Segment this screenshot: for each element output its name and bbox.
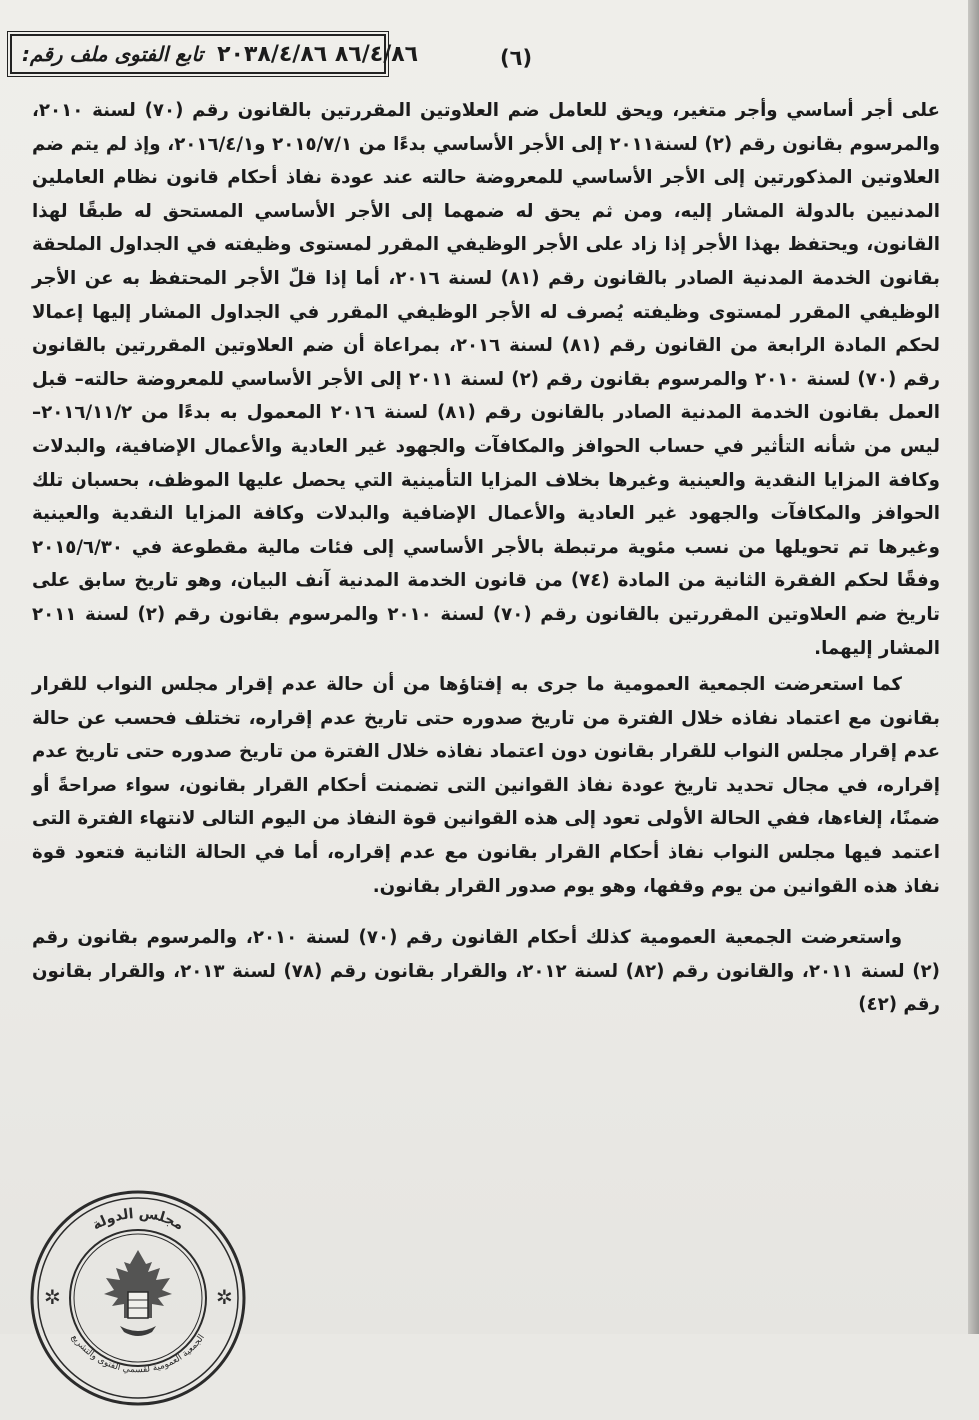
paragraph-2: كما استعرضت الجمعية العمومية ما جرى به إفتاؤها من أن حالة عدم إقرار مجلس النواب للقرار بقانون مع اعتماد نفاذه خلال الفترة من تاريخ صدوره حتى تاريخ عدم إقراره، تختلف فحسب عن حالة عدم إقرار مجلس النواب للقرار بقانون دون اعتماد نفاذه خلال الفترة من تاريخ صدوره حتى تاريخ عدم إقراره، في مجال تحديد تاريخ عودة نفاذ القوانين التى تضمنت أحكام القرار بقانون، سواء صراحةً أو ضمنًا، إلغاءها، ففي الحالة الأولى تعود إلى هذه القوانين قوة النفاذ من اليوم التالى لانتهاء الفترة التى اعتمد فيها مجلس النواب نفاذ أحكام القرار بقانون مع عدم إقراره، أما في الحالة الثانية فتعود قوة نفاذ هذه القوانين من يوم وقفها، وهو يوم صدور القرار بقانون.: [32, 674, 940, 897]
seal-graphic: [20, 1180, 256, 1416]
seal-bottom-text: الجمعية العمومية لقسمي الفتوى والتشريع: [69, 1332, 207, 1376]
eagle-emblem-icon: [104, 1250, 172, 1336]
document-body: [32, 94, 940, 1022]
file-number-value: ٨٦/٤/٨٦ ٢٠٣٨/٤/٨٦: [217, 41, 419, 67]
page-edge-shadow: [968, 0, 979, 1334]
svg-text:الجمعية العمومية لقسمي الفتوى: [69, 1333, 207, 1376]
paragraph-3: واستعرضت الجمعية العمومية كذلك أحكام القانون رقم (٧٠) لسنة ٢٠١٠، والمرسوم بقانون رقم (٢) لسنة ٢٠١١، والقانون رقم (٨٢) لسنة ٢٠١٢، والقرار بقانون رقم (٧٨) لسنة ٢٠١٣، والقرار بقانون رقم (٤٢): [32, 927, 940, 1016]
official-seal-stamp: [20, 1180, 256, 1416]
seal-top-text: مجلس الدولة: [89, 1205, 187, 1234]
page-number: (٦): [500, 46, 533, 70]
file-number-label: تابع الفتوى ملف رقم:: [22, 42, 204, 66]
svg-text:✲: ✲: [216, 1285, 233, 1309]
paragraph-1: على أجر أساسي وأجر متغير، ويحق للعامل ضم العلاوتين المقررتين بالقانون رقم (٧٠) لسنة ٢٠١٠، والمرسوم بقانون رقم (٢) لسنة٢٠١١ إلى الأجر الأساسي بدءًا من ٢٠١٥/٧/١ و٢٠١٦/٤/١، وإذ لم يتم ضم العلاوتين المذكورتين إلى الأجر الأساسي للمعروضة حالته عند عودة نفاذ أحكام قانون نظام العاملين المدنيين بالدولة المشار إليه، ومن ثم يحق له ضمهما إلى الأجر الأساسي المستحق له طبقًا لهذا القانون، ويحتفظ بهذا الأجر إذا زاد على الأجر الوظيفي المقرر لمستوى وظيفته في الجداول الملحقة بقانون الخدمة المدنية الصادر بالقانون رقم (٨١) لسنة ٢٠١٦، أما إذا قلّ الأجر المحتفظ به عن الأجر الوظيفي المقرر لمستوى وظيفته يُصرف له الأجر الوظيفي المقرر في الجداول المشار إليها إعمالا لحكم المادة الرابعة من القانون رقم (٨١) لسنة ٢٠١٦، بمراعاة أن ضم العلاوتين المقررتين بالقانون رقم (٧٠) لسنة ٢٠١٠ والمرسوم بقانون رقم (٢) لسنة ٢٠١١ إلى الأجر الأساسي للمعروضة حالته– قبل العمل بقانون الخدمة المدنية الصادر بالقانون رقم (٨١) لسنة ٢٠١٦ المعمول به بدءًا من ٢٠١٦/١١/٢– ليس من شأنه التأثير في حساب الحوافز والمكافآت والجهود غير العادية والأعمال الإضافية، والبدلات وكافة المزايا النقدية والعينية وغيرها بخلاف المزايا التأمينية التي يحصل عليها الموظف، بحسبان تلك الحوافز والمكافآت والجهود غير العادية والأعمال الإضافية والبدلات وكافة المزايا النقدية والعينية وغيرها تم تحويلها من نسب مئوية مرتبطة بالأجر الأساسي إلى فئات مالية مقطوعة في ٢٠١٥/٦/٣٠ وفقًا لحكم الفقرة الثانية من المادة (٧٤) من قانون الخدمة المدنية آنف البيان، وهو تاريخ سابق على تاريخ ضم العلاوتين المقررتين بالقانون رقم (٧٠) لسنة ٢٠١٠ والمرسوم بقانون رقم (٢) لسنة ٢٠١١ المشار إليهما.: [32, 100, 941, 659]
file-number-box: [10, 34, 419, 74]
svg-text:✲: ✲: [44, 1285, 61, 1309]
